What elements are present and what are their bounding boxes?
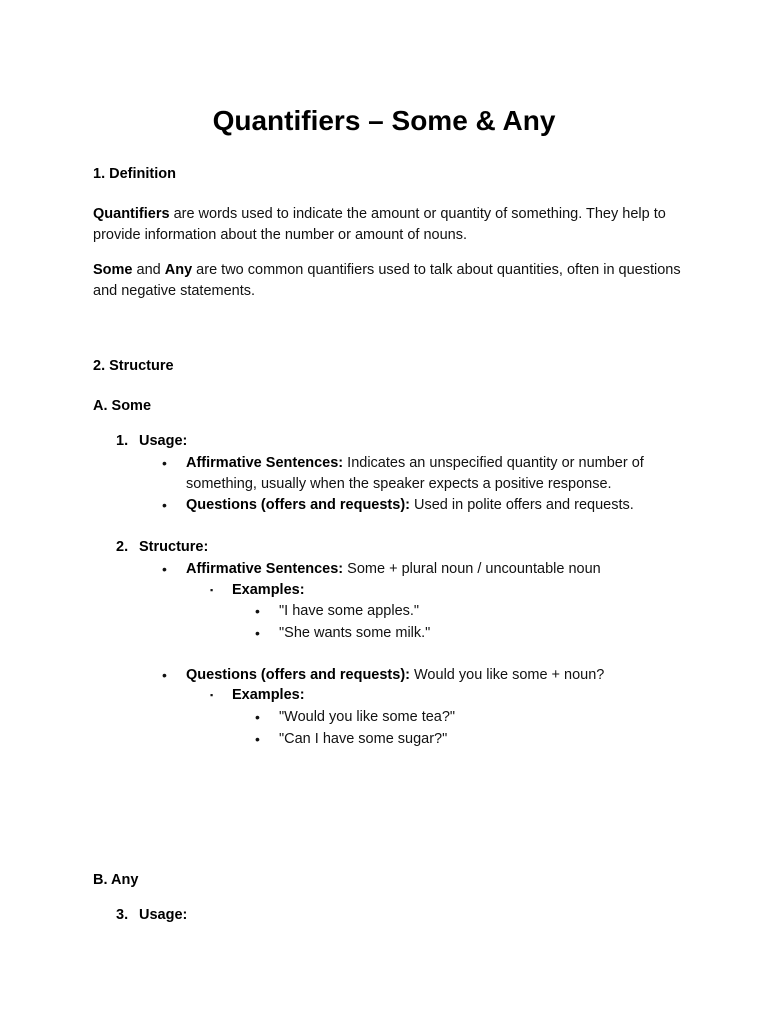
example-item: "Can I have some sugar?" xyxy=(279,731,448,747)
list-label-structure: Structure: xyxy=(139,539,209,555)
conjunction-text: and xyxy=(132,262,165,278)
list-item-questions-structure xyxy=(186,665,604,686)
examples-label: Examples: xyxy=(232,582,305,598)
square-bullet-icon: ▪ xyxy=(210,690,214,700)
list-number-3: 3. xyxy=(116,907,129,923)
bullet-icon: • xyxy=(255,731,260,747)
bullet-icon: • xyxy=(255,603,260,619)
affirmative-structure-text: Some + plural noun / uncountable noun xyxy=(343,561,601,577)
affirmative-usage-text: Indicates an unspecified quantity or number of xyxy=(343,455,644,471)
bullet-icon: • xyxy=(162,561,167,577)
definition-text-2: are two common quantifiers used to talk about quantities, often in questions and negative statements. xyxy=(93,262,681,299)
list-item-questions-usage xyxy=(186,495,634,516)
definition-text: are words used to indicate the amount or quantity of something. They help to provide information about the number or amount of nouns. xyxy=(93,206,666,243)
list-label-usage: Usage: xyxy=(139,907,188,923)
examples-label: Examples: xyxy=(232,687,305,703)
section-heading-definition: 1. Definition xyxy=(93,166,176,182)
bullet-icon: • xyxy=(255,625,260,641)
page-title: Quantifiers – Some & Any xyxy=(212,105,556,136)
list-item-affirmative-usage xyxy=(186,453,644,474)
example-item: "I have some apples." xyxy=(279,603,420,619)
questions-structure-text: Would you like some + noun? xyxy=(409,667,605,683)
subheading-any: B. Any xyxy=(93,872,139,888)
example-item: "She wants some milk." xyxy=(279,625,431,641)
term-affirmative: Affirmative Sentences: xyxy=(186,561,344,577)
term-questions: Questions (offers and requests): xyxy=(186,497,410,513)
term-affirmative: Affirmative Sentences: xyxy=(186,455,344,471)
term-questions: Questions (offers and requests): xyxy=(186,667,410,683)
term-some: Some xyxy=(93,262,133,278)
questions-usage-text: Used in polite offers and requests. xyxy=(409,497,634,513)
list-number-1: 1. xyxy=(116,433,129,449)
list-number-2: 2. xyxy=(116,539,129,555)
section-heading-structure: 2. Structure xyxy=(93,358,174,374)
subheading-some: A. Some xyxy=(93,398,152,414)
definition-paragraph-2 xyxy=(93,260,683,302)
list-label-usage: Usage: xyxy=(139,433,188,449)
affirmative-usage-text-cont: something, usually when the speaker expects a positive response. xyxy=(186,476,612,492)
term-quantifiers: Quantifiers xyxy=(93,206,170,222)
example-item: "Would you like some tea?" xyxy=(279,709,456,725)
term-any: Any xyxy=(164,262,193,278)
list-item-affirmative-structure xyxy=(186,559,601,580)
definition-paragraph-1 xyxy=(93,204,683,246)
square-bullet-icon: ▪ xyxy=(210,585,214,595)
bullet-icon: • xyxy=(162,667,167,683)
bullet-icon: • xyxy=(162,497,167,513)
bullet-icon: • xyxy=(162,455,167,471)
bullet-icon: • xyxy=(255,709,260,725)
